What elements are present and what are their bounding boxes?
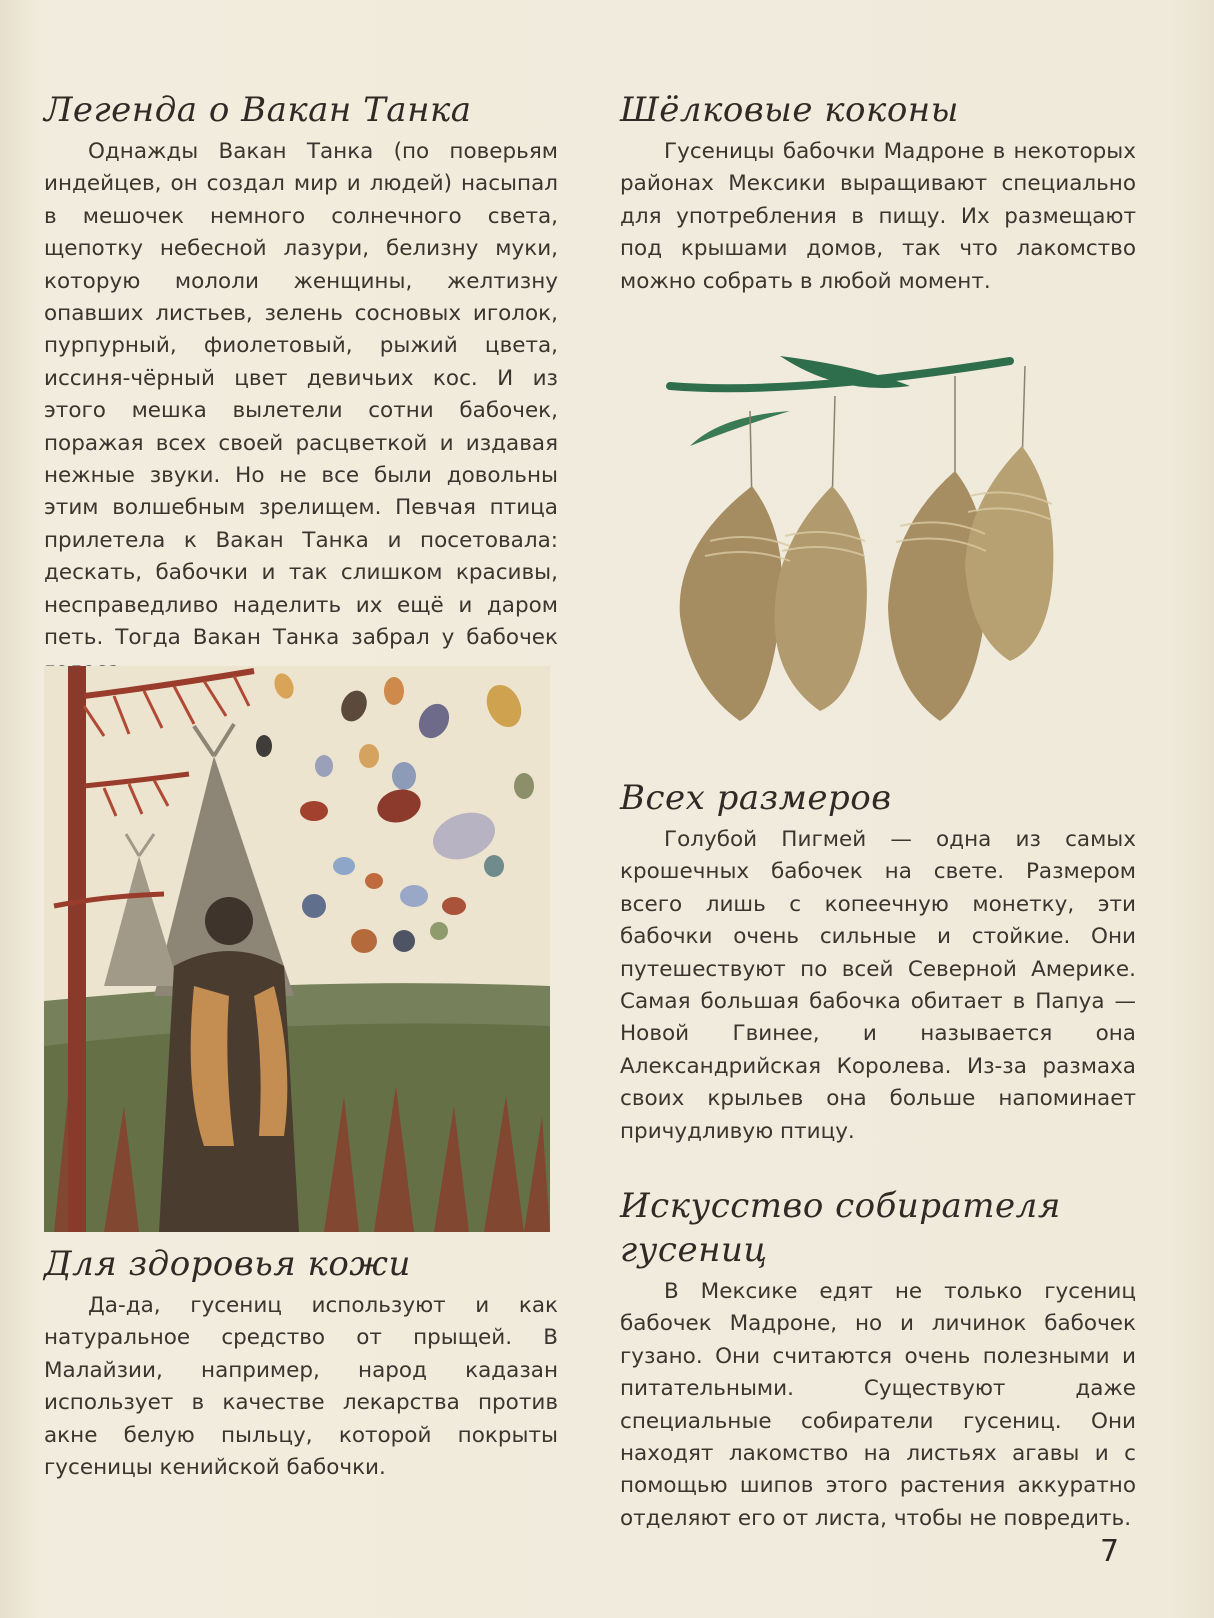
section-title-sizes: Всех размеров: [620, 778, 892, 818]
section-collector: [620, 1184, 1136, 1535]
cocoon-1: [680, 486, 782, 721]
section-legend: [44, 88, 558, 687]
section-title-cocoons: Шёлковые коконы: [620, 90, 959, 130]
section-sizes: [620, 776, 1136, 1148]
section-title-collector: Искусство собирателя гусениц: [620, 1186, 1061, 1270]
illustration-teepee-butterflies: [44, 666, 550, 1232]
section-title-legend: Легенда о Вакан Танка: [44, 90, 472, 130]
cocoon-2: [775, 486, 867, 711]
illustration-cocoons: [660, 356, 1080, 756]
section-cocoons: [620, 88, 1136, 298]
section-text-sizes: Голубой Пигмей — одна из самых крошечных бабочек на свете. Размером всего лишь с копеечную монетку, эти бабочки очень сильные и стойкие. Они путешествуют по всей Северной Америке. Самая большая бабочка обитает в Папуа — Новой Гвинее, и называется она Александрийская Королева. Из-за размаха своих крыльев она больше напоминает причудливую птицу.: [620, 827, 1136, 1144]
section-skin: [44, 1242, 558, 1484]
cocoon-group: [680, 446, 1054, 721]
section-text-cocoons: Гусеницы бабочки Мадроне в некоторых районах Мексики выращивают специально для употребления в пищу. Их размещают под крышами домов, так что лакомство можно собрать в любой момент.: [620, 139, 1136, 294]
section-text-collector: В Мексике едят не только гусениц бабочек Мадроне, но и личинок бабочек гузано. Они считаются очень полезными и питательными. Существуют даже специальные собиратели гусениц. Они находят лакомство на листьях агавы и с помощью шипов этого растения аккуратно отделяют его от листа, чтобы не повредить.: [620, 1279, 1136, 1531]
section-title-skin: Для здоровья кожи: [44, 1244, 411, 1284]
section-text-legend: Однажды Вакан Танка (по поверьям индейцев, он создал мир и людей) насыпал в мешочек немного солнечного света, щепотку небесной лазури, белизну муки, которую мололи женщины, желтизну опавших листьев, зелень сосновых иголок, пурпурный, фиолетовый, рыжий цвета, иссиня-чёрный цвет девичьих кос. И из этого мешка вылетели сотни бабочек, поражая всех своей расцветкой и издавая нежные звуки. Но не все были довольны этим волшебным зрелищем. Певчая птица прилетела к Вакан Танка и посетовала: дескать, бабочки и так слишком красивы, несправедливо наделить их ещё и даром петь. Тогда Вакан Танка забрал у бабочек: [44, 139, 558, 651]
page-number: 7: [1100, 1534, 1120, 1569]
man-head: [205, 897, 253, 945]
section-text-skin: Да-да, гусениц используют и как натуральное средство от прыщей. В Малайзии, например, народ кадазан использует в качестве лекарства против акне белую пыльцу, которой покрыты гусеницы кенийской бабочки.: [44, 1293, 558, 1481]
